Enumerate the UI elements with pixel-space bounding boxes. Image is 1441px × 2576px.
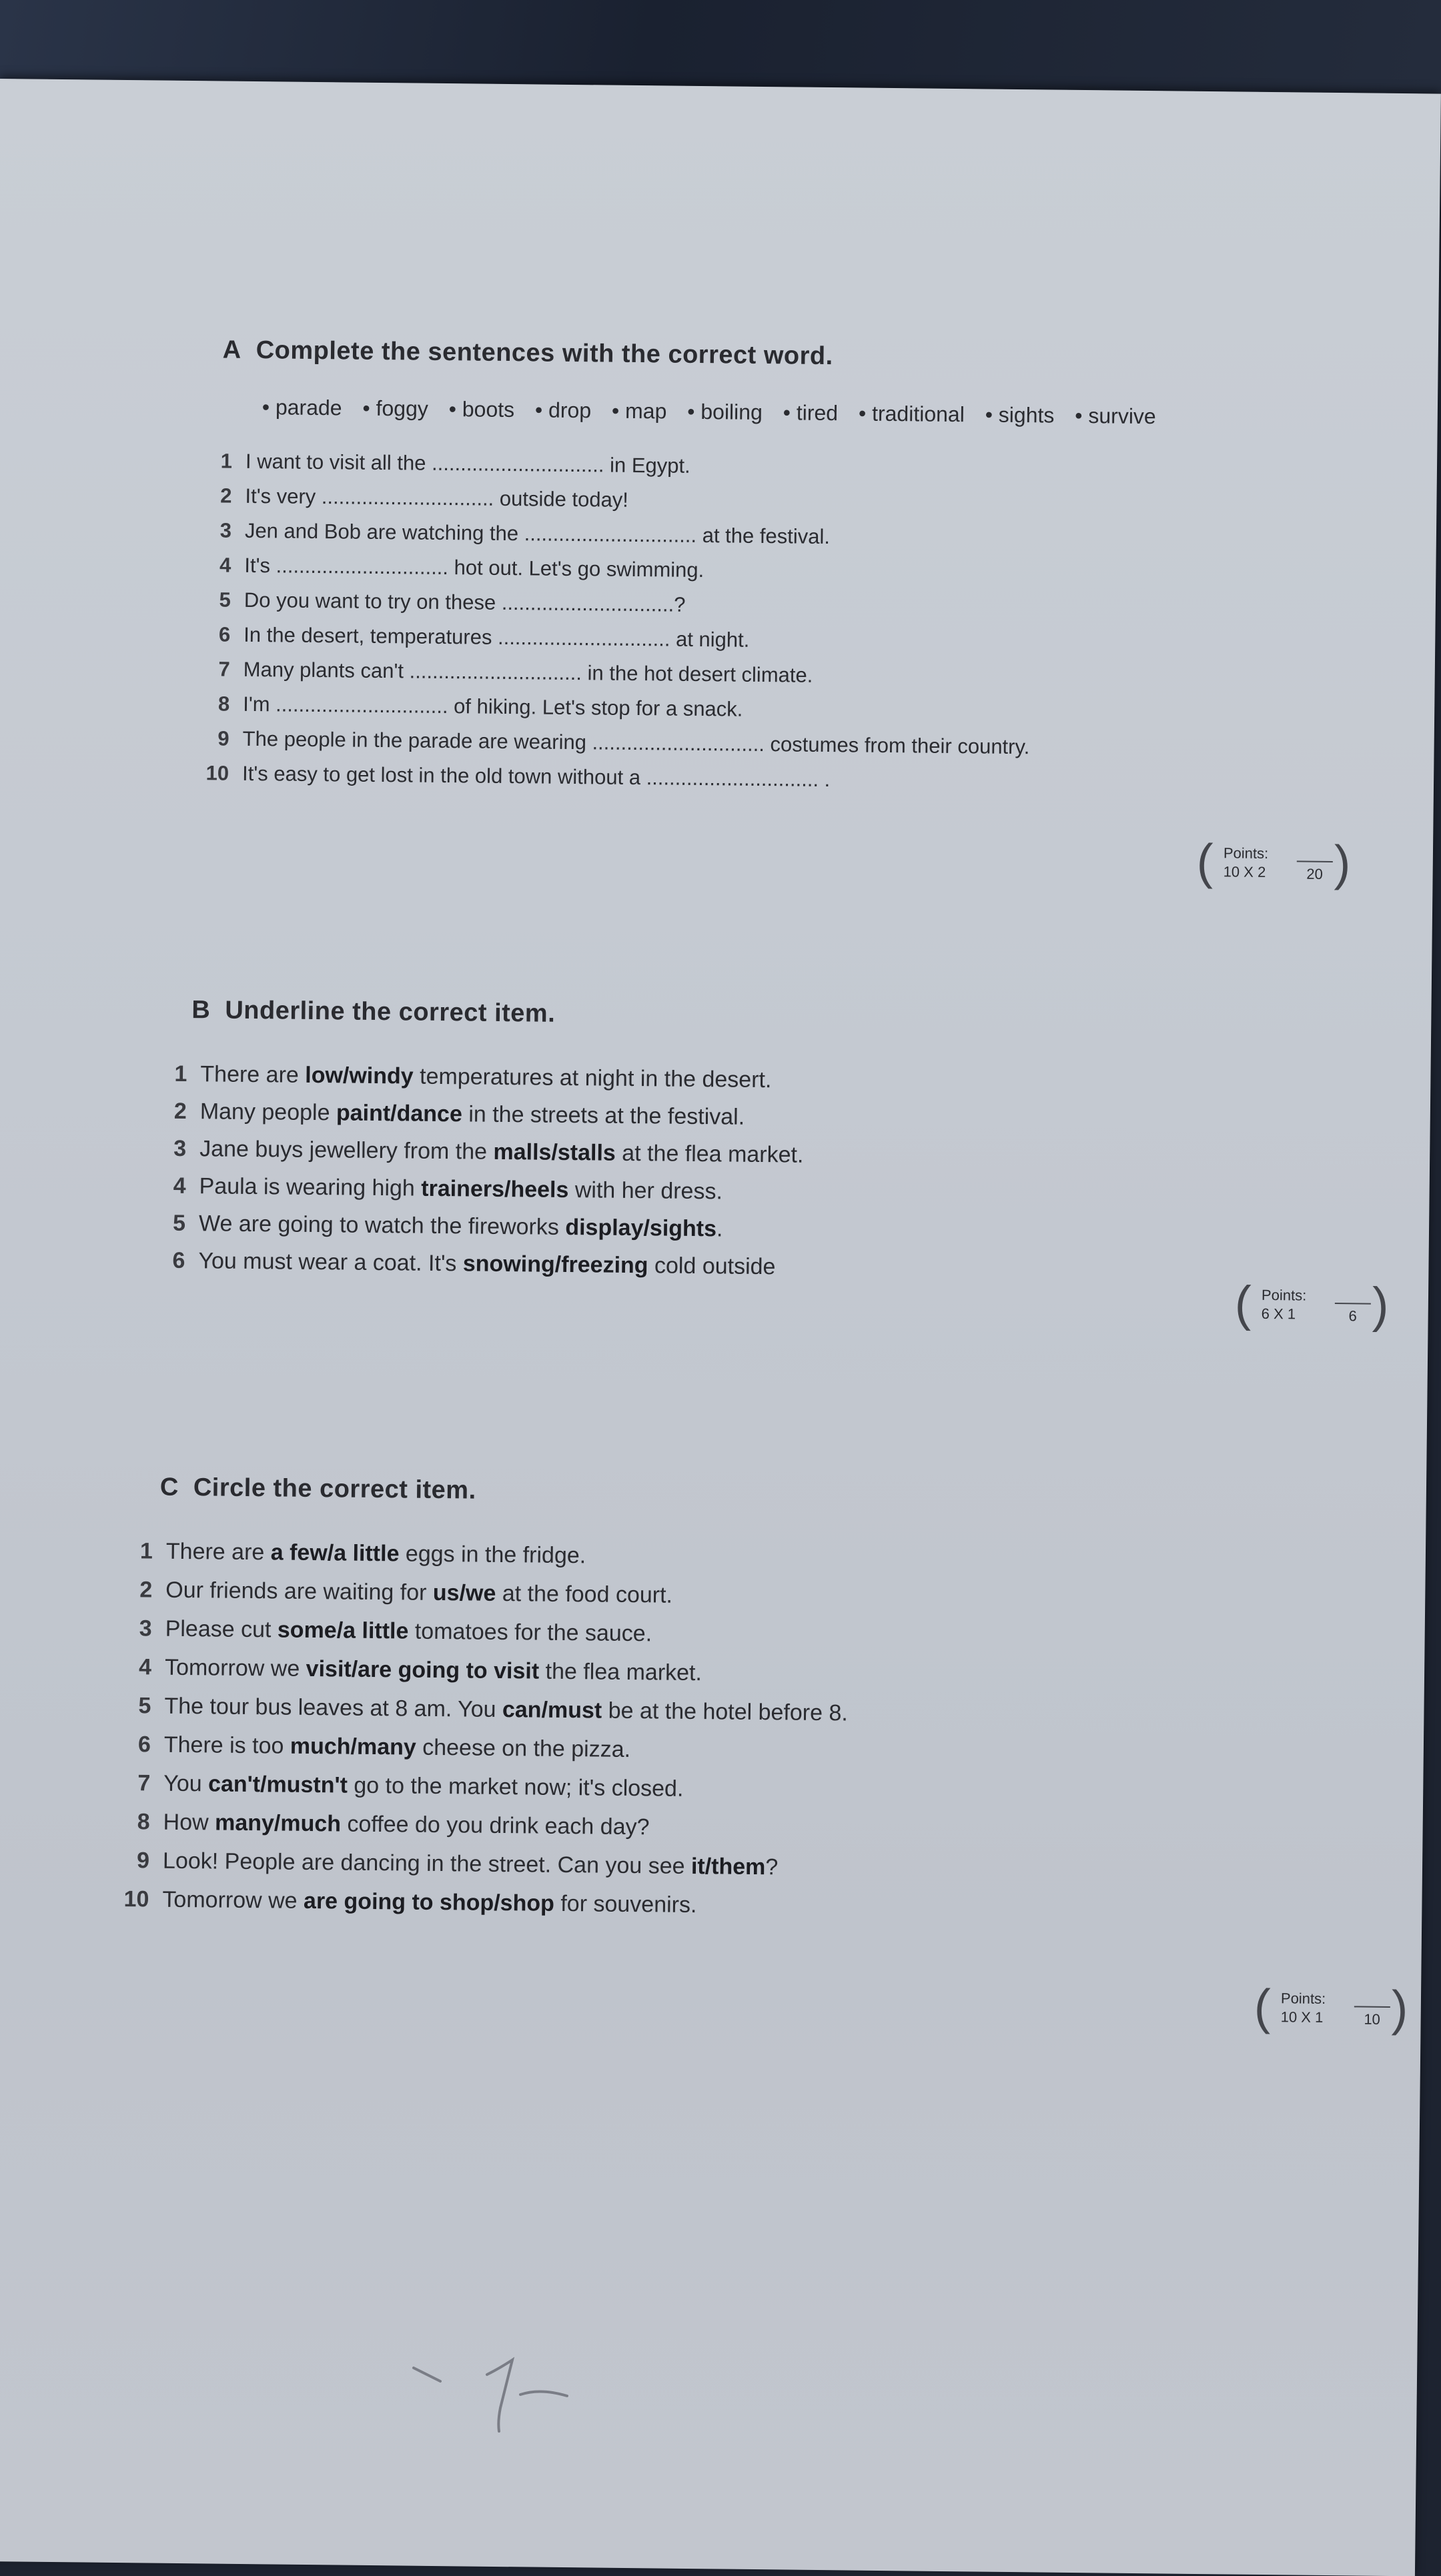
gap-fill-item: 5 Do you want to try on these ..............................? — [219, 588, 686, 616]
section-a-instruction: Complete the sentences with the correct word. — [256, 336, 833, 371]
points-total: 10 — [1364, 2010, 1381, 2028]
answer-blank[interactable]: .............................. — [276, 554, 449, 580]
underline-item: 1 There are low/windy temperatures at night in the desert. — [174, 1061, 772, 1093]
circle-item: 1 There are a few/a little eggs in the fridge. — [139, 1538, 586, 1569]
circle-item: 5 The tour bus leaves at 8 am. You can/must be at the hotel before 8. — [138, 1693, 849, 1726]
circle-item: 3 Please cut some/a little tomatoes for the sauce. — [139, 1616, 652, 1647]
circle-item: 4 Tomorrow we visit/are going to visit the flea market. — [138, 1654, 702, 1686]
circle-item: 2 Our friends are waiting for us/we at the food court. — [139, 1577, 673, 1608]
underline-item: 2 Many people paint/dance in the streets at the festival. — [173, 1098, 745, 1130]
answer-blank[interactable]: .............................. — [592, 730, 765, 756]
circle-item: 8 How many/much coffee do you drink each day? — [137, 1809, 650, 1840]
choice-options[interactable]: are going to shop/shop — [303, 1888, 555, 1916]
points-total: 20 — [1306, 865, 1323, 882]
answer-blank[interactable]: .............................. — [275, 692, 448, 718]
word-bank-item: • survive — [1075, 403, 1156, 429]
pencil-scribble-mark — [400, 2348, 600, 2441]
section-a-letter: A — [222, 336, 242, 364]
word-bank-item: • boiling — [687, 399, 763, 424]
section-b-letter: B — [191, 996, 211, 1025]
answer-blank[interactable]: .............................. — [321, 485, 494, 510]
section-b-heading — [191, 996, 555, 1029]
word-bank-item: • boots — [448, 397, 515, 422]
underline-item: 3 Jane buys jewellery from the malls/stalls at the flea market. — [173, 1135, 804, 1168]
choice-options[interactable]: visit/are going to visit — [306, 1656, 540, 1684]
choice-options[interactable]: it/them — [690, 1853, 766, 1880]
answer-blank[interactable]: .............................. — [501, 590, 674, 616]
word-bank-item: • traditional — [858, 401, 965, 427]
word-bank-item: • map — [611, 398, 667, 424]
circle-item: 6 There is too much/many cheese on the pizza. — [137, 1732, 631, 1763]
underline-item: 6 You must wear a coat. It's snowing/freezing cold outside — [172, 1247, 776, 1280]
section-c-heading — [160, 1473, 476, 1505]
answer-blank[interactable]: .............................. — [431, 451, 604, 477]
worksheet-page — [0, 79, 1441, 2576]
points-multiplier: 6 X 1 — [1261, 1305, 1296, 1323]
gap-fill-item: 6 In the desert, temperatures .............................. at night. — [218, 622, 750, 652]
word-bank-item: • tired — [783, 400, 839, 426]
word-bank-item: • foggy — [362, 396, 429, 421]
choice-options[interactable]: snowing/freezing — [462, 1251, 648, 1279]
points-multiplier: 10 X 2 — [1223, 863, 1266, 880]
choice-options[interactable]: many/much — [214, 1810, 342, 1837]
choice-options[interactable]: much/many — [290, 1733, 416, 1760]
points-label: Points: — [1280, 1990, 1326, 2007]
choice-options[interactable]: a few/a little — [270, 1539, 400, 1567]
gap-fill-item: 1 I want to visit all the .............................. in Egypt. — [220, 449, 690, 478]
word-bank-item: • parade — [262, 395, 342, 420]
section-c-letter: C — [159, 1473, 179, 1501]
choice-options[interactable]: us/we — [432, 1579, 496, 1606]
underline-item: 4 Paula is wearing high trainers/heels with her dress. — [173, 1173, 723, 1205]
background-desk — [0, 0, 1441, 93]
choice-options[interactable]: paint/dance — [336, 1100, 463, 1127]
answer-blank[interactable]: .............................. — [497, 625, 670, 651]
gap-fill-item: 8 I'm .............................. of hiking. Let's stop for a snack. — [217, 692, 743, 721]
word-bank-item: • sights — [985, 402, 1055, 428]
choice-options[interactable]: trainers/heels — [421, 1175, 569, 1203]
circle-item: 7 You can't/mustn't go to the market now; it's closed. — [137, 1770, 684, 1802]
gap-fill-item: 3 Jen and Bob are watching the .............................. at the festival. — [219, 518, 831, 549]
gap-fill-item: 4 It's .............................. hot out. Let's go swimming. — [219, 553, 704, 582]
choice-options[interactable]: low/windy — [305, 1062, 414, 1089]
circle-item: 9 Look! People are dancing in the street. Can you see it/them? — [136, 1848, 779, 1880]
gap-fill-item: 10 It's easy to get lost in the old town without a .............................. . — [205, 761, 831, 792]
answer-blank[interactable]: .............................. — [524, 522, 697, 547]
word-bank — [262, 395, 1171, 429]
answer-blank[interactable]: .............................. — [409, 659, 582, 685]
choice-options[interactable]: display/sights — [565, 1214, 717, 1242]
worksheet-content: A Complete the sentences with the correct word. • parade • foggy • boots • drop • map • boiling • tired • traditional • sights • survive 1 I want to visit all the .............................. in Egypt. 2 It's very .............................. outside today! 3 Jen and Bob are watching the .............................. at the festival. 4 It's .............................. hot out. Let's go swimming. 5 Do you want to try on these ..............................? 6 In the desert, temperatures .............................. at night. 7 Many plants can't .............................. in the hot desert climate. 8 I'm .............................. of hiking. Let's stop for a snack. 9 The people in the parade are wearing .............................. costumes from their country. 10 It's easy to get lost in the old town without a .............................. . ( Points: 10 X 2 20 ) B Underline the correct item. 1 There are low/windy temperatures at night in the desert. 2 Many people paint/dance in the streets at the festival. 3 Jane buys jewellery from the malls/stalls at the flea market. 4 Paula is wearing high trainers/heels with her dress. 5 We are going to watch the fireworks display/sights. 6 You must wear a coat. It's snowing/freezing cold outside ( Points: 6 X 1 6 ) C Circle the correct item. 1 There are a few/a little eggs in the fridge. 2 Our friends are waiting for us/we at the food court. 3 Please cut some/a little tomatoes for the sauce. 4 Tomorrow we visit/are going to visit the flea market. 5 The tour bus leaves at 8 am. You can/must be at the hotel before 8. 6 There is too much/many cheese on the pizza. 7 You can't/mustn't go to the market now; it's closed. 8 How many/much coffee do you drink each day? 9 Look! People are dancing in the street. Can you see it/them? 10 Tomorrow we are going to shop/shop for souvenirs. ( Points: 10 X 1 10 ) — [0, 79, 1441, 94]
gap-fill-item: 2 It's very .............................. outside today! — [220, 484, 629, 512]
points-multiplier: 10 X 1 — [1280, 2008, 1324, 2026]
underline-item: 5 We are going to watch the fireworks display/sights. — [172, 1210, 723, 1242]
choice-options[interactable]: malls/stalls — [493, 1139, 616, 1166]
circle-item: 10 Tomorrow we are going to shop/shop for souvenirs. — [123, 1886, 697, 1918]
choice-options[interactable]: can't/mustn't — [207, 1771, 348, 1798]
points-label: Points: — [1261, 1286, 1307, 1304]
choice-options[interactable]: can/must — [502, 1697, 602, 1724]
choice-options[interactable]: some/a little — [277, 1617, 409, 1644]
word-bank-item: • drop — [534, 398, 592, 423]
section-a-heading — [223, 336, 833, 372]
points-total: 6 — [1348, 1307, 1357, 1325]
points-label: Points: — [1223, 844, 1269, 862]
gap-fill-item: 9 The people in the parade are wearing .............................. costumes from their country. — [217, 726, 1030, 759]
gap-fill-item: 7 Many plants can't .............................. in the hot desert climate. — [218, 657, 813, 687]
section-c-instruction: Circle the correct item. — [193, 1473, 476, 1505]
section-b-instruction: Underline the correct item. — [225, 996, 556, 1028]
answer-blank[interactable]: .............................. — [646, 766, 819, 791]
